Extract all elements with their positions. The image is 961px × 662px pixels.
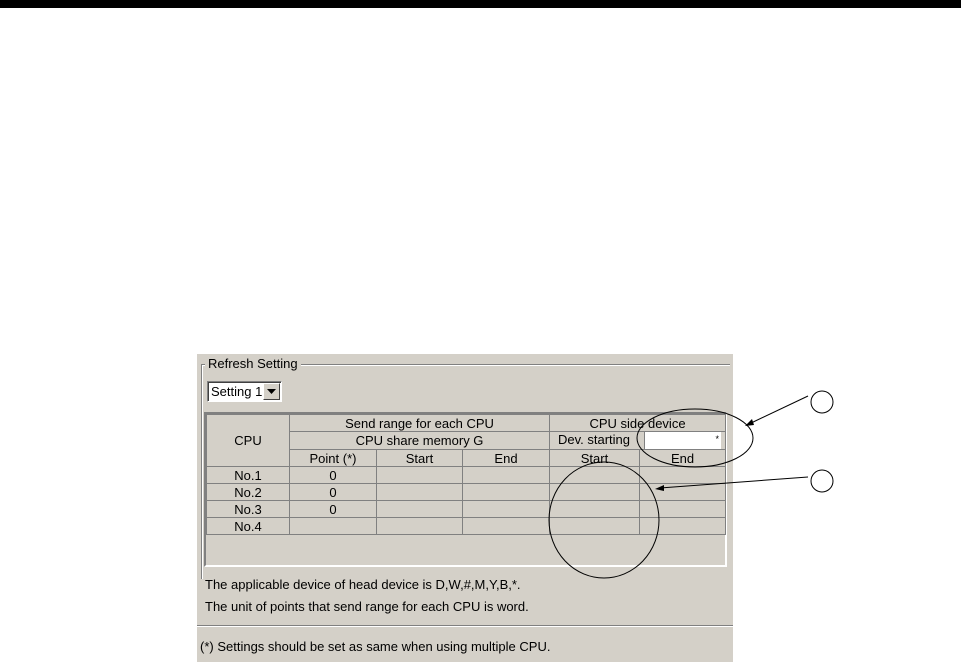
callout-line-2 (660, 477, 808, 488)
arrowhead-icon (745, 419, 754, 426)
group-title: Refresh Setting (205, 356, 301, 372)
setting-select-value: Setting 1 (211, 384, 263, 399)
row-label: No.2 (207, 484, 290, 501)
arrowhead-icon (655, 485, 664, 491)
dev-starting-input[interactable]: * (645, 432, 721, 449)
callout-line-1 (749, 396, 808, 424)
header-cpu-side-device: CPU side device (550, 415, 726, 432)
callout-marker-2 (811, 470, 833, 492)
header-side-end: End (640, 450, 726, 467)
note-applicable-device: The applicable device of head device is D,W,#,M,Y,B,*. (205, 577, 521, 592)
callout-ellipse-2 (549, 462, 659, 578)
dev-starting-label: Dev. starting (554, 432, 645, 449)
point-input[interactable]: 0 (290, 484, 377, 501)
header-end: End (463, 450, 550, 467)
row-label: No.4 (207, 518, 290, 535)
header-side-start: Start (550, 450, 640, 467)
header-share-memory: CPU share memory G (290, 432, 550, 450)
point-input[interactable]: 0 (290, 467, 377, 484)
row-label: No.3 (207, 501, 290, 518)
row-label: No.1 (207, 467, 290, 484)
header-cpu: CPU (207, 415, 290, 467)
note-unit-points: The unit of points that send range for each CPU is word. (205, 599, 529, 614)
callout-marker-1 (811, 391, 833, 413)
header-start: Start (377, 450, 463, 467)
header-send-range: Send range for each CPU (290, 415, 550, 432)
point-input[interactable]: 0 (290, 501, 377, 518)
header-point: Point (*) (290, 450, 377, 467)
callout-ellipse-1 (637, 409, 753, 467)
footer-note: (*) Settings should be set as same when using multiple CPU. (200, 639, 551, 654)
